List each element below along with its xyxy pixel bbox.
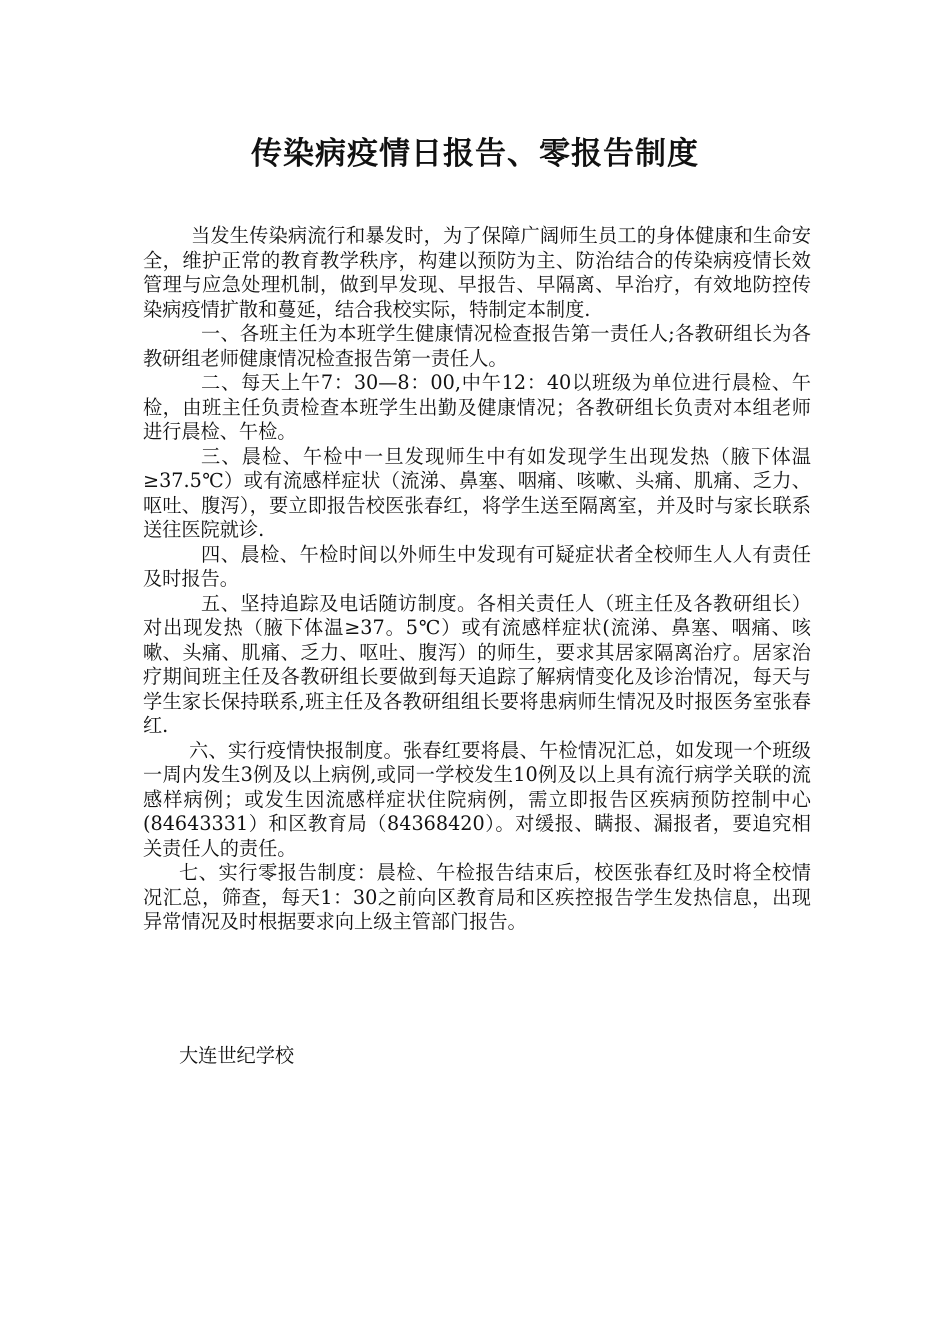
school-signature: 大连世纪学校 [179,1044,295,1067]
document-title: 传染病疫情日报告、零报告制度 [251,136,699,172]
rule-7-paragraph: 七、实行零报告制度：晨检、午检报告结束后，校医张春红及时将全校情况汇总，筛查，每天1：30之前向区教育局和区疾控报告学生发热信息，出现异常情况及时根据要求向上级主管部门报告。 [143,861,811,933]
rule-1-paragraph: 一、各班主任为本班学生健康情况检查报告第一责任人;各教研组长为各教研组老师健康情况检查报告第一责任人。 [143,322,811,370]
rule-4-paragraph: 四、晨检、午检时间以外师生中发现有可疑症状者全校师生人人有责任及时报告。 [143,542,811,590]
rule-5-paragraph: 五、坚持追踪及电话随访制度。各相关责任人（班主任及各教研组长）对出现发热（腋下体温≥37。5℃）或有流感样症状(流涕、鼻塞、咽痛、咳嗽、头痛、肌痛、乏力、呕吐、腹泻）的师生，要求其居家隔离治疗。居家治疗期间班主任及各教研组长要做到每天追踪了解病情变化及诊治情况，每天与学生家长保持联系,班主任及各教研组组长要将患病师生情况及时报医务室张春红. [143,591,811,737]
rule-3-paragraph: 三、晨检、午检中一旦发现师生中有如发现学生出现发热（腋下体温≥37.5℃）或有流感样症状（流涕、鼻塞、咽痛、咳嗽、头痛、肌痛、乏力、呕吐、腹泻），要立即报告校医张春红，将学生送至隔离室，并及时与家长联系送往医院就诊. [143,444,811,541]
rule-6-paragraph: 六、实行疫情快报制度。张春红要将晨、午检情况汇总，如发现一个班级一周内发生3例及以上病例,或同一学校发生10例及以上具有流行病学关联的流感样病例；或发生因流感样症状住院病例，需立即报告区疾病预防控制中心(84643331）和区教育局（84368420）。对缓报、瞒报、漏报者，要追究相关责任人的责任。 [143,738,811,860]
document-body [143,224,811,935]
intro-paragraph: 当发生传染病流行和暴发时，为了保障广阔师生员工的身体健康和生命安全，维护正常的教育教学秩序，构建以预防为主、防治结合的传染病疫情长效管理与应急处理机制，做到早发现、早报告、早隔离、早治疗，有效地防控传染病疫情扩散和蔓延，结合我校实际，特制定本制度. [143,224,811,321]
rule-2-paragraph: 二、每天上午7：30—8：00,中午12：40以班级为单位进行晨检、午检，由班主任负责检查本班学生出勤及健康情况；各教研组长负责对本组老师进行晨检、午检。 [143,371,811,443]
